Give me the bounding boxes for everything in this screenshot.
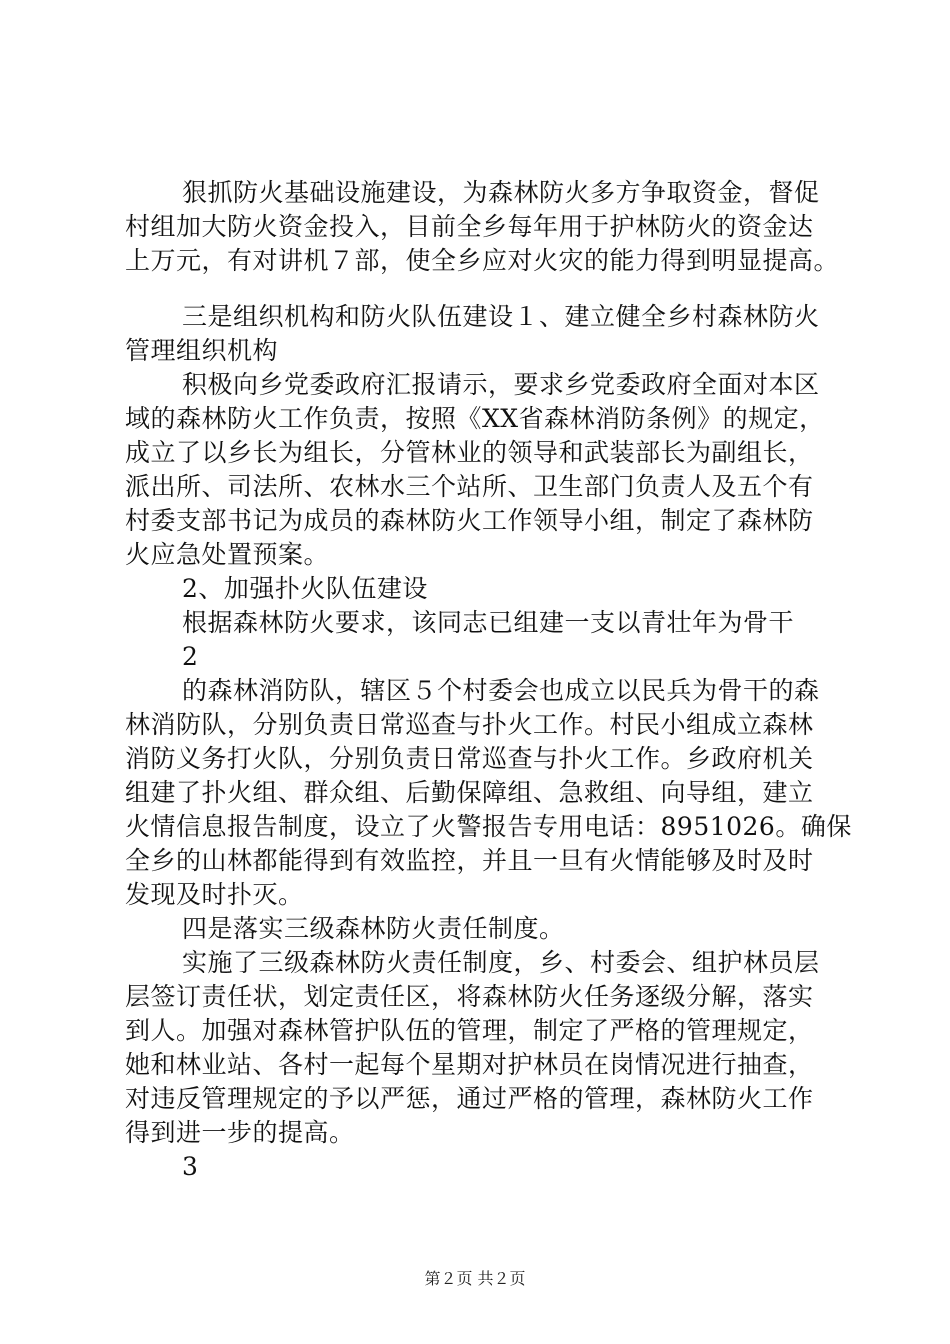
paragraph-line: 的森林消防队，辖区５个村委会也成立以民兵为骨干的森 bbox=[182, 676, 820, 705]
paragraph-line: 实施了三级森林防火责任制度，乡、村委会、组护林员层 bbox=[182, 948, 820, 977]
paragraph-line: 组建了扑火组、群众组、后勤保障组、急救组、向导组，建立 bbox=[125, 778, 814, 807]
page-footer: 第２页 共２页 bbox=[424, 1269, 526, 1288]
paragraph-line: 她和林业站、各村一起每个星期对护林员在岗情况进行抽查， bbox=[125, 1050, 814, 1079]
paragraph-line: 派出所、司法所、农林水三个站所、卫生部门负责人及五个有 bbox=[125, 472, 814, 501]
section-heading-line: 2、加强扑火队伍建设 bbox=[182, 574, 428, 603]
paragraph-line: 积极向乡党委政府汇报请示，要求乡党委政府全面对本区 bbox=[182, 370, 820, 399]
section-heading-line: 管理组织机构 bbox=[125, 336, 279, 365]
paragraph-line: 火应急处置预案。 bbox=[125, 540, 330, 569]
paragraph-line: 域的森林防火工作负责，按照《XX省森林消防条例》的规定， bbox=[125, 404, 825, 433]
paragraph-line: 消防义务打火队，分别负责日常巡查与扑火工作。乡政府机关 bbox=[125, 744, 814, 773]
paragraph-line: 发现及时扑灭。 bbox=[125, 880, 304, 909]
paragraph-line: 得到进一步的提高。 bbox=[125, 1118, 355, 1147]
paragraph-line: 村委支部书记为成员的森林防火工作领导小组，制定了森林防 bbox=[125, 506, 814, 535]
paragraph-line: 村组加大防火资金投入，目前全乡每年用于护林防火的资金达 bbox=[125, 212, 814, 241]
paragraph-line: 火情信息报告制度，设立了火警报告专用电话：8951026。确保 bbox=[125, 812, 852, 841]
paragraph-line: 到人。加强对森林管护队伍的管理，制定了严格的管理规定， bbox=[125, 1016, 814, 1045]
section-heading-line: 四是落实三级森林防火责任制度。 bbox=[182, 914, 565, 943]
section-heading-line: 三是组织机构和防火队伍建设１、建立健全乡村森林防火 bbox=[182, 302, 820, 331]
paragraph-line: 层签订责任状，划定责任区，将森林防火任务逐级分解，落实 bbox=[125, 982, 814, 1011]
paragraph-line: 上万元，有对讲机７部，使全乡应对火灾的能力得到明显提高。 bbox=[125, 246, 840, 275]
page-marker: 3 bbox=[182, 1152, 199, 1181]
paragraph-line: 根据森林防火要求，该同志已组建一支以青壮年为骨干 bbox=[182, 608, 795, 637]
paragraph-line: 成立了以乡长为组长，分管林业的领导和武装部长为副组长， bbox=[125, 438, 814, 467]
paragraph-line: 林消防队，分别负责日常巡查与扑火工作。村民小组成立森林 bbox=[125, 710, 814, 739]
paragraph-line: 狠抓防火基础设施建设，为森林防火多方争取资金，督促 bbox=[182, 178, 820, 207]
paragraph-line: 对违反管理规定的予以严惩，通过严格的管理，森林防火工作 bbox=[125, 1084, 814, 1113]
page-marker: 2 bbox=[182, 642, 199, 671]
paragraph-line: 全乡的山林都能得到有效监控，并且一旦有火情能够及时及时 bbox=[125, 846, 814, 875]
